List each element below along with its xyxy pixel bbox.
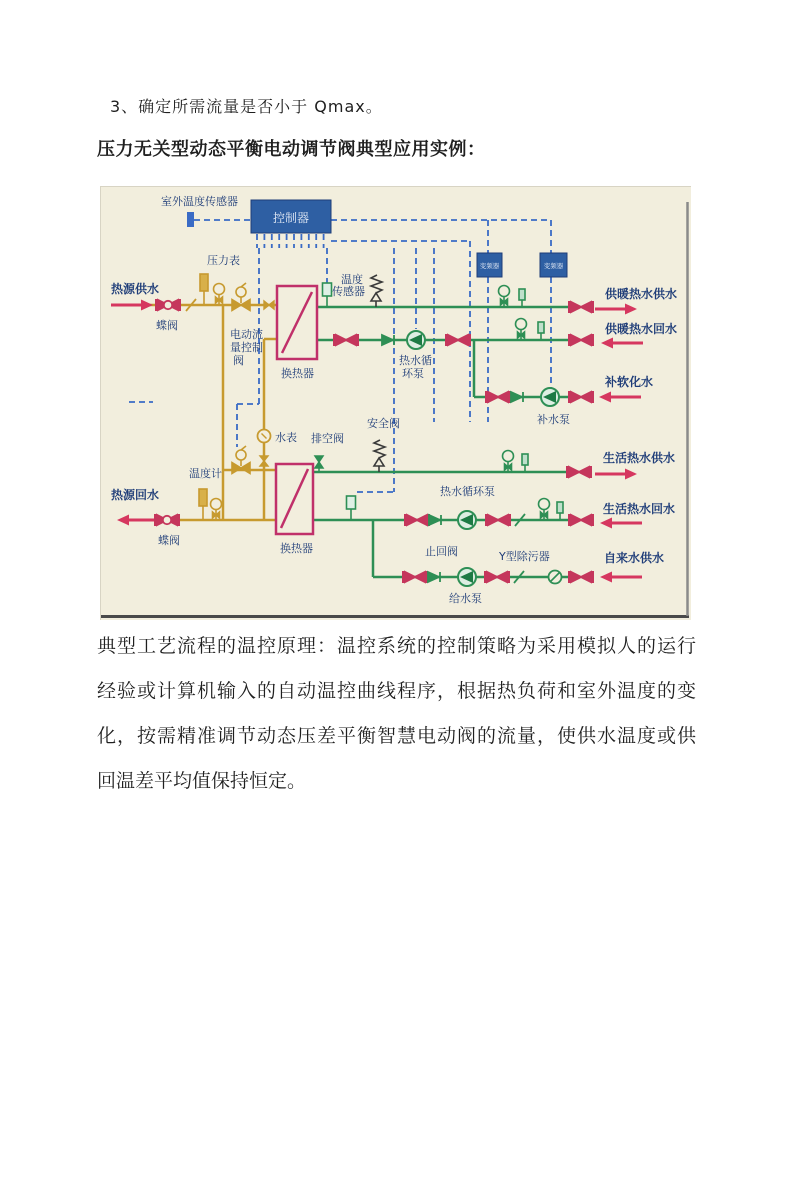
- butterfly-valve-icon: [156, 299, 180, 311]
- circulation-pump-icon: [458, 511, 476, 529]
- process-diagram-svg: [101, 187, 691, 620]
- butterfly-valve-icon: [155, 514, 179, 526]
- motor-valve-label-2: 量控制: [230, 341, 263, 354]
- thermometer-label: 温度计: [189, 467, 222, 480]
- water-meter-label: 水表: [275, 431, 297, 444]
- diagram-canvas: [101, 187, 691, 620]
- controller-label: 控制器: [272, 211, 310, 225]
- circ-pump-top-label-2: 环泵: [402, 367, 424, 380]
- vfd-right-label: 变频器: [543, 262, 564, 270]
- water-meter-icon: [258, 430, 271, 443]
- circ-pump-bottom-label: 热水循环泵: [440, 485, 495, 498]
- outdoor-sensor-icon: [187, 212, 194, 227]
- check-valve-label: 止回阀: [425, 545, 458, 558]
- temp-sensor-label-2: 传感器: [332, 285, 365, 298]
- temp-sensor-label-1: 温度: [341, 273, 363, 286]
- safety-valve-label: 安全阀: [367, 417, 400, 430]
- paragraph-line: 典型工艺流程的温控原理：温控系统的控制策略为采用模拟人的运行: [97, 635, 696, 657]
- outdoor-sensor-label: 室外温度传感器: [161, 195, 238, 208]
- heating-return-label: 供暖热水回水: [605, 322, 678, 336]
- vent-valve-label: 排空阀: [311, 432, 344, 445]
- butterfly-valve-label: 蝶阀: [158, 534, 180, 547]
- makeup-pump-icon: [541, 388, 559, 406]
- paragraph-line: 回温差平均值保持恒定。: [97, 770, 307, 792]
- dhw-return-label: 生活热水回水: [603, 502, 676, 516]
- paragraph-line: 经验或计算机输入的自动温控曲线程序，根据热负荷和室外温度的变: [97, 680, 696, 702]
- dhw-supply-label: 生活热水供水: [603, 451, 676, 465]
- y-strainer-label: Y型除污器: [499, 550, 550, 563]
- feed-pump-label: 给水泵: [449, 592, 482, 605]
- y-strainer-icon: [549, 571, 562, 584]
- feed-pump-icon: [458, 568, 476, 586]
- motor-valve-label-1: 电动流: [230, 328, 263, 341]
- heat-source-return-label: 热源回水: [111, 488, 160, 502]
- heating-supply-label: 供暖热水供水: [605, 287, 678, 301]
- pressure-gauge-label: 压力表: [207, 254, 240, 267]
- vfd-box-right: [540, 253, 567, 277]
- motor-valve-label-3: 阀: [233, 354, 244, 367]
- vfd-box-left: [477, 253, 502, 277]
- hx-top-label: 换热器: [281, 367, 314, 380]
- vfd-left-label: 变频器: [479, 262, 500, 270]
- step3-text: 3、确定所需流量是否小于 Qmax。: [110, 97, 383, 116]
- makeup-pump-label: 补水泵: [537, 413, 570, 426]
- process-diagram-image: [100, 186, 691, 620]
- makeup-water-label: 补软化水: [605, 375, 654, 389]
- heat-source-supply-label: 热源供水: [111, 282, 160, 296]
- paragraph-line: 化，按需精准调节动态压差平衡智慧电动阀的流量，使供水温度或供: [97, 725, 696, 747]
- hx-bottom-label: 换热器: [280, 542, 313, 555]
- circulation-pump-icon: [407, 331, 425, 349]
- body-paragraph: [97, 624, 696, 804]
- controller-box: [251, 200, 331, 233]
- circ-pump-top-label-1: 热水循: [399, 354, 432, 367]
- tap-water-label: 自来水供水: [604, 551, 665, 565]
- butterfly-valve-label: 蝶阀: [156, 319, 178, 332]
- section-heading: 压力无关型动态平衡电动调节阀典型应用实例：: [97, 139, 486, 160]
